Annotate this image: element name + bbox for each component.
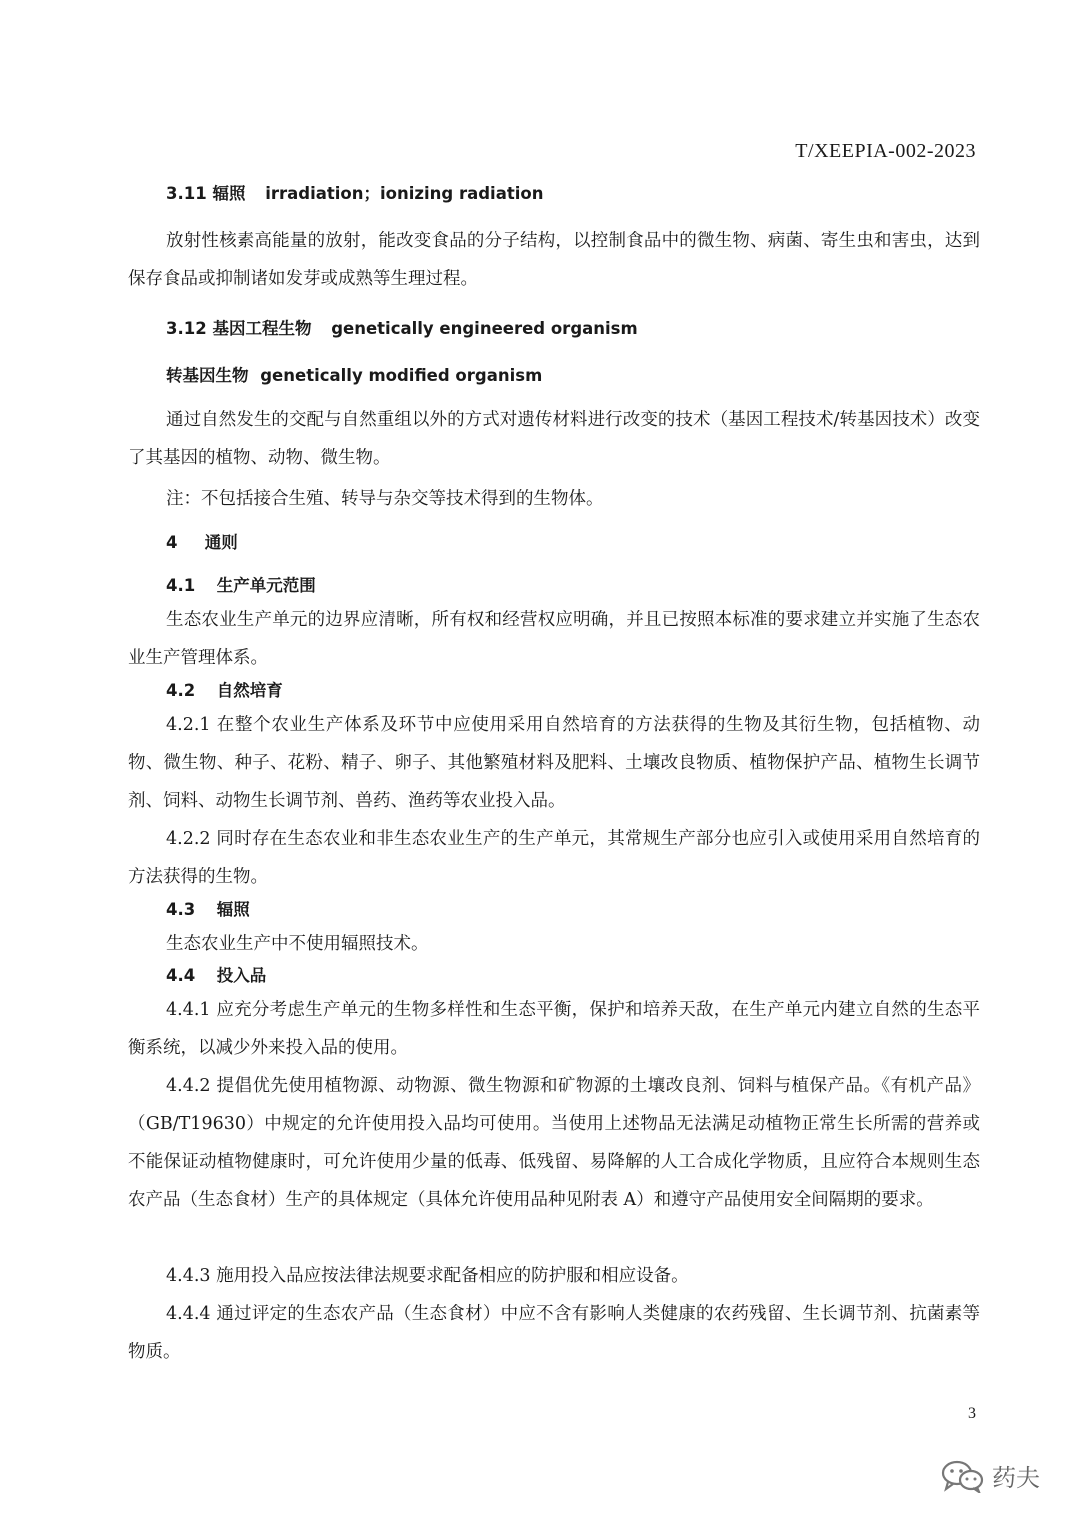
heading-number: 3.12 [166,319,207,338]
heading-number: 4.2 [166,681,196,700]
heading-number: 4.4 [166,966,196,985]
document-code: T/XEEPIA-002-2023 [795,140,976,162]
heading-zh: 基因工程生物 [212,319,312,338]
heading-title: 投入品 [216,966,267,985]
paragraph-4-2-2: 4.2.2 同时存在生态农业和非生态农业生产的生产单元，其常规生产部分也应引入或使用采用自然培育的方法获得的生物。 [128,829,980,887]
page-number: 3 [968,1405,976,1422]
paragraph-4-4-2: 4.4.2 提倡优先使用植物源、动物源、微生物源和矿物源的土壤改良剂、饲料与植保产品。《有机产品》（GB/T19630）中规定的允许使用投入品均可使用。当使用上述物品无法满足动植物正常生长所需的营养或不能保证动植物健康时，可允许使用少量的低毒、低残留、易降解的人工合成化学物质，且应符合本规则生态农产品（生态食材）生产的具体规定（具体允许使用品种见附表 A）和遵守产品使用安全间隔期的要求。 [128,1076,980,1210]
paragraph-4-2-1: 4.2.1 在整个农业生产体系及环节中应使用采用自然培育的方法获得的生物及其衍生物，包括植物、动物、微生物、种子、花粉、精子、卵子、其他繁殖材料及肥料、土壤改良物质、植物保护产品、植物生长调节剂、饲料、动物生长调节剂、兽药、渔药等农业投入品。 [128,715,980,811]
heading-zh: 辐照 [212,184,246,203]
watermark [940,1458,1040,1493]
heading-4 [166,529,1018,553]
note-3-12: 注：不包括接合生殖、转导与杂交等技术得到的生物体。 [166,489,604,509]
heading-title: 通则 [204,533,238,552]
paragraph-4-4-3: 4.4.3 施用投入品应按法律法规要求配备相应的防护服和相应设备。 [166,1266,689,1286]
heading-number: 4 [166,533,178,552]
watermark-text: 药夫 [992,1464,1040,1492]
heading-title: 辐照 [216,900,250,919]
heading-3-11 [166,180,1018,204]
heading-zh: 转基因生物 [166,366,249,385]
paragraph-4-3: 生态农业生产中不使用辐照技术。 [166,934,429,954]
heading-number: 3.11 [166,184,207,203]
heading-title: 生产单元范围 [216,576,316,595]
paragraph-3-11: 放射性核素高能量的放射，能改变食品的分子结构，以控制食品中的微生物、病菌、寄生虫和害虫，达到保存食品或抑制诸如发芽或成熟等生理过程。 [128,231,980,289]
heading-3-12 [166,315,1018,339]
heading-number: 4.1 [166,576,196,595]
heading-4-3 [166,896,1018,920]
heading-title: 自然培育 [216,681,283,700]
wechat-icon [940,1459,986,1493]
paragraph-4-4-4: 4.4.4 通过评定的生态农产品（生态食材）中应不含有影响人类健康的农药残留、生长调节剂、抗菌素等物质。 [128,1304,980,1362]
heading-en: genetically modified organism [260,366,543,385]
heading-3-12-alt [166,362,1018,386]
paragraph-4-1: 生态农业生产单元的边界应清晰，所有权和经营权应明确，并且已按照本标准的要求建立并实施了生态农业生产管理体系。 [128,610,980,668]
heading-number: 4.3 [166,900,196,919]
heading-4-2 [166,677,1018,701]
paragraph-4-4-1: 4.4.1 应充分考虑生产单元的生物多样性和生态平衡，保护和培养天敌，在生产单元内建立自然的生态平衡系统，以减少外来投入品的使用。 [128,1000,980,1058]
heading-en: genetically engineered organism [331,319,638,338]
heading-en: irradiation；ionizing radiation [265,184,544,203]
heading-4-4 [166,962,1018,986]
heading-4-1 [166,572,1018,596]
paragraph-3-12: 通过自然发生的交配与自然重组以外的方式对遗传材料进行改变的技术（基因工程技术/转基因技术）改变了其基因的植物、动物、微生物。 [128,410,980,468]
